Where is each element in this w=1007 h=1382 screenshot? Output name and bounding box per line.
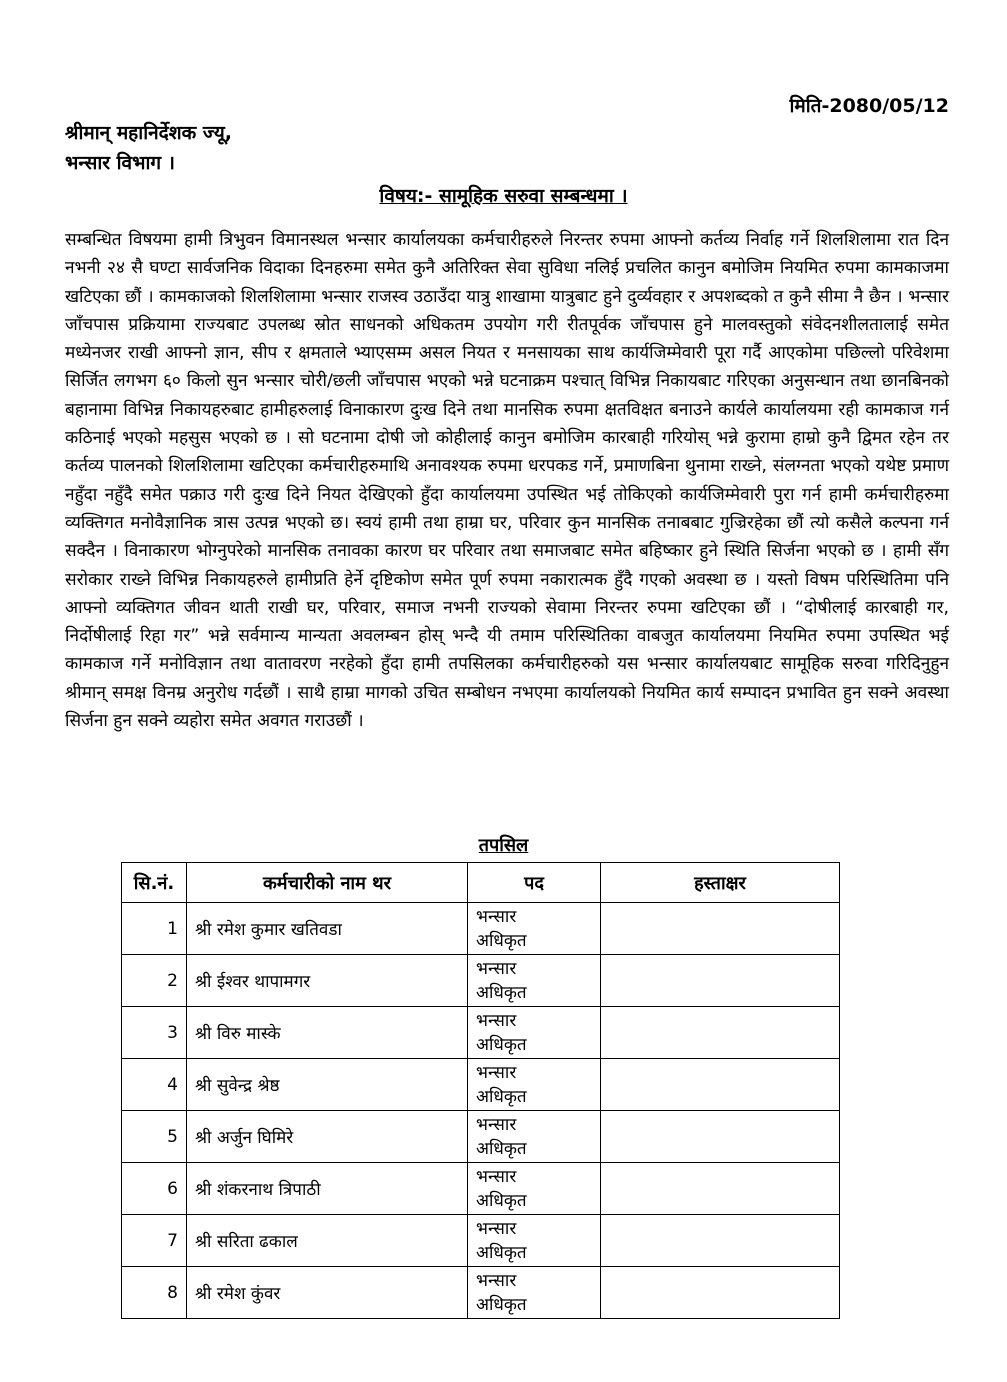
row-post xyxy=(468,903,601,955)
row-post xyxy=(468,1267,601,1319)
row-post-line2: अधिकृत xyxy=(476,930,527,951)
row-post-line1: भन्सार xyxy=(476,958,517,979)
staff-table xyxy=(121,862,840,1319)
addressee-block xyxy=(65,118,232,178)
row-signature-cell[interactable] xyxy=(601,1007,840,1059)
row-post-line1: भन्सार xyxy=(476,1010,517,1031)
header-signature: हस्ताक्षर xyxy=(601,863,840,903)
row-post-line2: अधिकृत xyxy=(476,1294,527,1315)
header-name: कर्मचारीको नाम थर xyxy=(187,863,468,903)
row-serial: 8 xyxy=(122,1267,187,1319)
row-serial: 5 xyxy=(122,1111,187,1163)
row-serial: 7 xyxy=(122,1215,187,1267)
header-post: पद xyxy=(468,863,601,903)
letter-subject: विषय:- सामूहिक सरुवा सम्बन्धमा । xyxy=(379,185,628,207)
row-post-line1: भन्सार xyxy=(476,1218,517,1239)
row-post-line1: भन्सार xyxy=(476,1114,517,1135)
row-employee-name: श्री रमेश कुमार खतिवडा xyxy=(187,903,468,955)
table-row xyxy=(122,1007,840,1059)
row-post-line2: अधिकृत xyxy=(476,1086,527,1107)
addressee-title: श्रीमान् महानिर्देशक ज्यू, xyxy=(65,122,232,144)
row-employee-name: श्री ईश्वर थापामगर xyxy=(187,955,468,1007)
row-post-line1: भन्सार xyxy=(476,1270,517,1291)
row-signature-cell[interactable] xyxy=(601,955,840,1007)
row-employee-name: श्री सरिता ढकाल xyxy=(187,1215,468,1267)
table-row xyxy=(122,1215,840,1267)
table-row xyxy=(122,903,840,955)
row-post-line2: अधिकृत xyxy=(476,1138,527,1159)
letter-body: सम्बन्धित विषयमा हामी त्रिभुवन विमानस्थल भन्सार कार्यालयका कर्मचारीहरुले निरन्तर रुपमा आफ्नो कर्तव्य निर्वाह गर्ने शिलशिलामा रात दिन नभनी २४ सै घण्टा सार्वजनिक विदाका दिनहरुमा समेत कुनै अतिरिक्त सेवा सुविधा नलिई प्रचलित कानुन बमोजिम नियमित रुपमा कामकाजमा खटिएका छौं । कामकाजको शिलशिलामा भन्सार राजस्व उठाउँदा यात्रु शाखामा यात्रुबाट हुने दुर्व्यवहार र अपशब्दको त कुनै सीमा नै छैन । भन्सार जाँचपास प्रक्रियामा राज्यबाट उपलब्ध स्रोत साधनको अधिकतम उपयोग गरी रीतपूर्वक जाँचपास हुने मालवस्तुको संवेदनशीलतालाई समेत मध्येनजर राखी आफ्नो ज्ञान, सीप र क्षमताले भ्याएसम्म असल नियत र मनसायका साथ कार्यजिम्मेवारी पूरा गर्दै आएकोमा पछिल्लो परिवेशमा सिर्जित लगभग ६० किलो सुन भन्सार चोरी/छली जाँचपास भएको भन्ने घटनाक्रम पश्चात् विभिन्न निकायबाट गरिएका अनुसन्धान तथा छानबिनको बहानामा विभिन्न निकायहरुबाट हामीहरुलाई विनाकारण दुःख दिने तथा मानसिक रुपमा क्षतविक्षत बनाउने कार्यले कार्यालयमा रही कामकाज गर्न कठिनाई भएको महसुस भएको छ । सो घटनामा दोषी जो कोहीलाई कानुन बमोजिम कारबाही गरियोस् भन्ने कुरामा हाम्रो कुनै द्विमत रहेन तर कर्तव्य पालनको शिलशिलामा खटिएका कर्मचारीहरुमाथि अनावश्यक रुपमा धरपकड गर्ने, प्रमाणबिना थुनामा राख्ने, संलग्नता भएको यथेष्ट प्रमाण नहुँदा नहुँदै समेत पक्राउ गरी दुःख दिने नियत देखिएको हुँदा कार्यालयमा उपस्थित भई तोकिएको कार्यजिम्मेवारी पुरा गर्न हामी कर्मचारीहरुमा व्यक्तिगत मनोवैज्ञानिक त्रास उत्पन्न भएको छ। स्वयं हामी तथा हाम्रा घर, परिवार कुन मानसिक तनाबबाट गुज्रिरहेका छौं त्यो कसैले कल्पना गर्न सक्दैन । विनाकारण भोग्नुपरेको मानसिक तनावका कारण घर परिवार तथा समाजबाट समेत बहिष्कार हुने स्थिति सिर्जना भएको छ । हामी सँग सरोकार राख्ने विभिन्न निकायहरुले हामीप्रति हेर्ने दृष्टिकोण समेत पूर्ण रुपमा नकारात्मक हुँदै गएको अवस्था छ । यस्तो विषम परिस्थितिमा पनि आफ्नो व्यक्तिगत जीवन थाती राखी घर, परिवार, समाज नभनी राज्यको सेवामा निरन्तर रुपमा खटिएका छौं । “दोषीलाई कारबाही गर, निर्दोषीलाई रिहा गर” भन्ने सर्वमान्य मान्यता अवलम्बन होस् भन्दै यी तमाम परिस्थितिका वाबजुत कार्यालयमा नियमित रुपमा उपस्थित भई कामकाज गर्ने मनोविज्ञान तथा वातावरण नरहेको हुँदा हामी तपसिलका कर्मचारीहरुको यस भन्सार कार्यालयबाट सामूहिक सरुवा गरिदिनुहुन श्रीमान् समक्ष विनम्र अनुरोध गर्दछौं । साथै हाम्रा मागको उचित सम्बोधन नभएमा कार्यालयको नियमित कार्य सम्पादन प्रभावित हुन सक्ने अवस्था सिर्जना हुन सक्ने व्यहोरा समेत अवगत गराउछौं । xyxy=(65,230,949,732)
row-post xyxy=(468,955,601,1007)
row-signature-cell[interactable] xyxy=(601,1163,840,1215)
schedule-title: तपसिल xyxy=(478,835,529,856)
row-post-line1: भन्सार xyxy=(476,906,517,927)
row-signature-cell[interactable] xyxy=(601,903,840,955)
row-signature-cell[interactable] xyxy=(601,1111,840,1163)
table-row xyxy=(122,955,840,1007)
row-post-line1: भन्सार xyxy=(476,1166,517,1187)
row-employee-name: श्री शंकरनाथ त्रिपाठी xyxy=(187,1163,468,1215)
row-signature-cell[interactable] xyxy=(601,1215,840,1267)
row-post xyxy=(468,1215,601,1267)
letter-date: मिति-2080/05/12 xyxy=(789,95,949,117)
table-header-row xyxy=(122,863,840,903)
table-row xyxy=(122,1111,840,1163)
row-post-line2: अधिकृत xyxy=(476,1190,527,1211)
row-employee-name: श्री रमेश कुंवर xyxy=(187,1267,468,1319)
row-post xyxy=(468,1007,601,1059)
row-employee-name: श्री विरु मास्के xyxy=(187,1007,468,1059)
row-post xyxy=(468,1163,601,1215)
row-post xyxy=(468,1059,601,1111)
row-employee-name: श्री अर्जुन घिमिरे xyxy=(187,1111,468,1163)
addressee-department: भन्सार विभाग । xyxy=(65,152,175,174)
row-serial: 6 xyxy=(122,1163,187,1215)
row-employee-name: श्री सुवेन्द्र श्रेष्ठ xyxy=(187,1059,468,1111)
row-signature-cell[interactable] xyxy=(601,1267,840,1319)
table-row xyxy=(122,1267,840,1319)
row-post-line2: अधिकृत xyxy=(476,1034,527,1055)
row-serial: 2 xyxy=(122,955,187,1007)
table-row xyxy=(122,1059,840,1111)
row-serial: 1 xyxy=(122,903,187,955)
table-row xyxy=(122,1163,840,1215)
row-serial: 3 xyxy=(122,1007,187,1059)
row-serial: 4 xyxy=(122,1059,187,1111)
row-post xyxy=(468,1111,601,1163)
row-post-line2: अधिकृत xyxy=(476,1242,527,1263)
row-signature-cell[interactable] xyxy=(601,1059,840,1111)
row-post-line2: अधिकृत xyxy=(476,982,527,1003)
header-serial: सि.नं. xyxy=(122,863,187,903)
row-post-line1: भन्सार xyxy=(476,1062,517,1083)
